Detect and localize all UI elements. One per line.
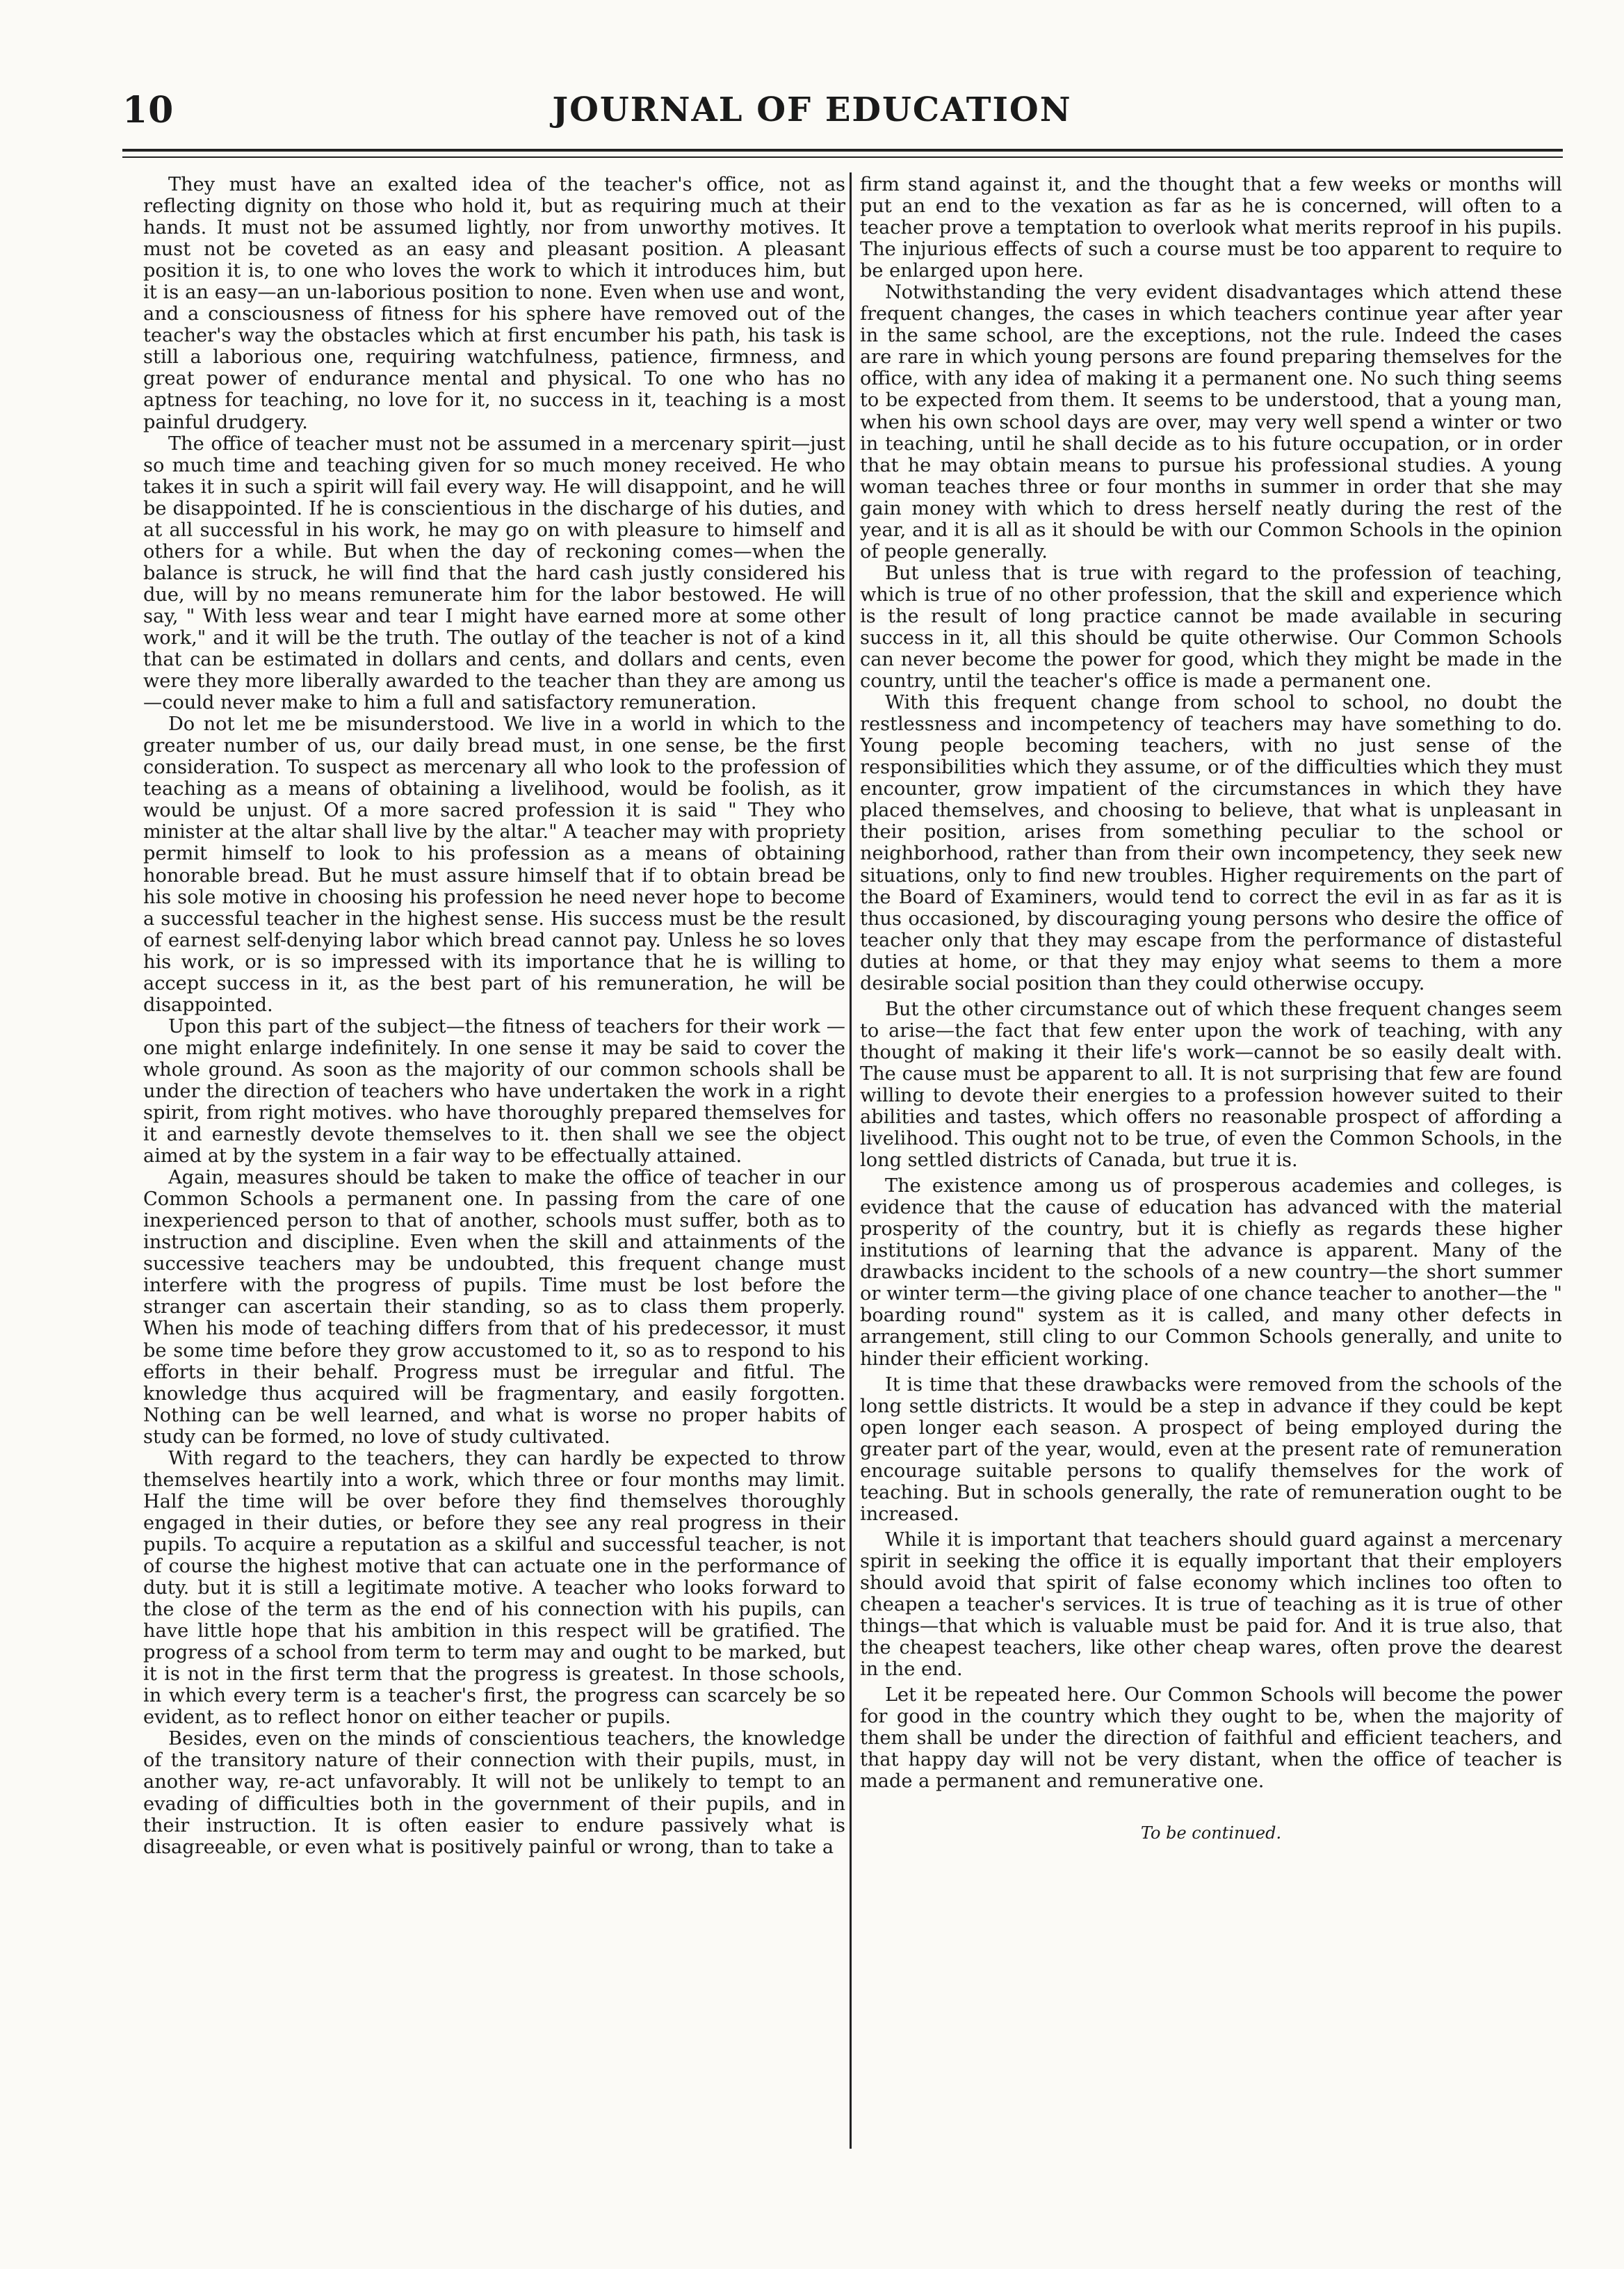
paragraph: While it is important that teachers should guard against a mercenary spirit in seeking the office it is equally important that their employers should avoid that spirit of false economy which inclines too often to cheapen a teacher's services. It is true of teaching as it is true of other things—that which is valuable must be paid for. And it is true also, that the cheapest teachers, like other cheap wares, often prove the dearest in the end. [860, 1528, 1562, 1681]
running-title: JOURNAL OF EDUCATION [552, 90, 1072, 129]
paragraph: The existence among us of prosperous academies and colleges, is evidence that the cause of education has advanced with the material prosperity of the country, but it is chiefly as regards these higher institutions of learning that the advance is apparent. Many of the drawbacks incident to the schools of a new country—the short summer or winter term—the giving place of one chance teacher to another—the " boarding round" system as it is called, and many other defects in arrangement, still cling to our Common Schools generally, and unite to hinder their efficient working. [860, 1175, 1562, 1370]
page-number: 10 [122, 89, 174, 131]
paragraph: The office of teacher must not be assumed in a mercenary spirit—just so much time and teaching given for so much money received. He who takes it in such a spirit will fail every way. He will disappoint, and he will be disappointed. If he is conscientious in the discharge of his duties, and at all successful in his work, he may go on with pleasure to himself and others for a while. But when the day of reckoning comes—when the balance is struck, he will find that the hard cash justly considered his due, will by no means remunerate him for the labor bestowed. He will say, " With less wear and tear I might have earned more at some other work," and it will be the truth. The outlay of the teacher is not of a kind that can be estimated in dollars and cents, and dollars and cents, even were they more liberally awarded to the teacher than they are among us—could never make to him a full and satisfactory remuneration. [143, 433, 845, 714]
paragraph: Again, measures should be taken to make the office of teacher in our Common Schools a permanent one. In passing from the care of one inexperienced person to that of another, schools must suffer, both as to instruction and discipline. Even when the skill and attainments of the successive teachers may be undoubted, this frequent change must interfere with the progress of pupils. Time must be lost before the stranger can ascertain their standing, so as to class them properly. When his mode of teaching differs from that of his predecessor, it must be some time before they grow accustomed to it, so as to respond to his efforts in their behalf. Progress must be irregular and fitful. The knowledge thus acquired will be fragmentary, and easily forgotten. Nothing can be well learned, and what is worse no proper habits of study can be formed, no love of study cultivated. [143, 1167, 845, 1448]
paragraph: Upon this part of the subject—the fitness of teachers for their work —one might enlarge indefinitely. In one sense it may be said to cover the whole ground. As soon as the majority of our common schools shall be under the direction of teachers who have undertaken the work in a right spirit, from right motives. who have thoroughly prepared themselves for it and earnestly devote themselves to it. then shall we see the object aimed at by the system in a fair way to be effectually attained. [143, 1015, 845, 1168]
left-column [143, 174, 845, 1858]
paragraph: firm stand against it, and the thought that a few weeks or months will put an end to the vexation as far as he is concerned, will often to a teacher prove a temptation to overlook what merits reproof in his pupils. The injurious effects of such a course must be too apparent to require to be enlarged upon here. [860, 174, 1562, 282]
paragraph: But the other circumstance out of which these frequent changes seem to arise—the fact that few enter upon the work of teaching, with any thought of making it their life's work—cannot be so easily dealt with. The cause must be apparent to all. It is not surprising that few are found willing to devote their energies to a profession however suited to their abilities and tastes, which offers no reasonable prospect of affording a livelihood. This ought not to be true, of even the Common Schools, in the long settled districts of Canada, but true it is. [860, 998, 1562, 1172]
paragraph: It is time that these drawbacks were removed from the schools of the long settle districts. It would be a step in advance if they could be kept open longer each season. A prospect of being employed during the greater part of the year, would, even at the present rate of remuneration encourage suitable persons to qualify themselves for the work of teaching. But in schools generally, the rate of remuneration ought to be increased. [860, 1373, 1562, 1525]
paragraph: But unless that is true with regard to the profession of teaching, which is true of no other profession, that the skill and experience which is the result of long practice cannot be made available in securing success in it, all this should be quite otherwise. Our Common Schools can never become the power for good, which they might be made in the country, until the teacher's office is made a permanent one. [860, 562, 1562, 693]
header-rule-thin [122, 156, 1563, 158]
column-divider [850, 172, 852, 2149]
header-rule-thick [122, 149, 1563, 152]
paragraph: With regard to the teachers, they can hardly be expected to throw themselves heartily into a work, which three or four months may limit. Half the time will be over before they find themselves thoroughly engaged in their duties, or before they see any real progress in their pupils. To acquire a reputation as a skilful and successful teacher, is not of course the highest motive that can actuate one in the performance of duty. but it is still a legitimate motive. A teacher who looks forward to the close of the term as the end of his connection with his pupils, can have little hope that his ambition in this respect will be gratified. The progress of a school from term to term may and ought to be marked, but it is not in the first term that the progress is greatest. In those schools, in which every term is a teacher's first, the progress can scarcely be so evident, as to reflect honor on either teacher or pupils. [143, 1447, 845, 1729]
to-be-continued-note: To be continued. [1140, 1823, 1282, 1843]
paragraph: Let it be repeated here. Our Common Schools will become the power for good in the country which they ought to be, when the majority of them shall be under the direction of faithful and efficient teachers, and that happy day will not be very distant, when the office of teacher is made a permanent and remunerative one. [860, 1684, 1562, 1793]
paragraph: They must have an exalted idea of the teacher's office, not as reflecting dignity on those who hold it, but as requiring much at their hands. It must not be assumed lightly, nor from unworthy motives. It must not be coveted as an easy and pleasant position. A pleasant position it is, to one who loves the work to which it introduces him, but it is an easy—an un-laborious position to none. Even when use and wont, and a consciousness of fitness for his sphere have removed out of the teacher's way the obstacles which at first encumber his path, his task is still a laborious one, requiring watchfulness, patience, firmness, and great power of endurance mental and physical. To one who has no aptness for teaching, no love for it, no success in it, teaching is a most painful drudgery. [143, 174, 845, 433]
right-column [860, 174, 1562, 1845]
paragraph: Besides, even on the minds of conscientious teachers, the knowledge of the transitory nature of their connection with their pupils, must, in another way, re-act unfavorably. It will not be unlikely to tempt to an evading of difficulties both in the government of their pupils, and in their instruction. It is often easier to endure passively what is disagreeable, or even what is positively painful or wrong, than to take a [143, 1728, 845, 1858]
paragraph: With this frequent change from school to school, no doubt the restlessness and incompetency of teachers may have something to do. Young people becoming teachers, with no just sense of the responsibilities which they assume, or of the difficulties which they must encounter, grow impatient of the circumstances in which they have placed themselves, and choosing to believe, that what is unpleasant in their position, arises from something peculiar to the school or neighborhood, rather than from their own incompetency, they seek new situations, only to find new troubles. Higher requirements on the part of the Board of Examiners, would tend to correct the evil in as far as it is thus occasioned, by discouraging young persons who desire the office of teacher only that they may escape from the performance of distasteful duties at home, or that they may enjoy what seems to them a more desirable social position than they could otherwise occupy. [860, 692, 1562, 994]
paragraph: Notwithstanding the very evident disadvantages which attend these frequent changes, the cases in which teachers continue year after year in the same school, are the exceptions, not the rule. Indeed the cases are rare in which young persons are found preparing themselves for the office, with any idea of making it a permanent one. No such thing seems to be expected from them. It seems to be understood, that a young man, when his own school days are over, may very well spend a winter or two in teaching, until he shall decide as to his future occupation, or in order that he may obtain means to pursue his professional studies. A young woman teaches three or four months in summer in order that she may gain money with which to dress herself neatly during the rest of the year, and it is all as it should be with our Common Schools in the opinion of people generally. [860, 282, 1562, 563]
paragraph: Do not let me be misunderstood. We live in a world in which to the greater number of us, our daily bread must, in one sense, be the first consideration. To suspect as mercenary all who look to the profession of teaching as a means of obtaining a livelihood, would be foolish, as it would be unjust. Of a more sacred profession it is said " They who minister at the altar shall live by the altar." A teacher may with propriety permit himself to look to his profession as a means of obtaining honorable bread. But he must assure himself that if to obtain bread be his sole motive in choosing his profession he need never hope to become a successful teacher in the highest sense. His success must be the result of earnest self-denying labor which bread cannot pay. Unless he so loves his work, or is so impressed with its importance that he is willing to accept success in it, as the best part of his remuneration, he will be disappointed. [143, 713, 845, 1016]
